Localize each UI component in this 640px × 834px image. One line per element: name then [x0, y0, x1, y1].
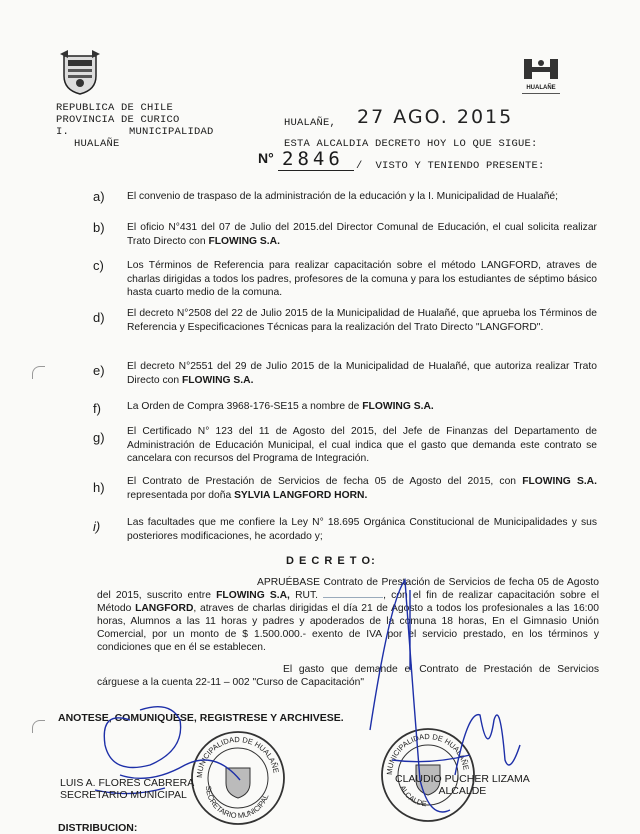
decreto-paragraph-2: El gasto que demande el Contrato de Prestación de Servicios cárguese a la cuenta 22-11 – 002 "Curso de Capacitación" — [97, 664, 599, 688]
institution-header — [56, 102, 214, 150]
item-letter: f) — [93, 401, 101, 416]
item-text: El Certificado N° 123 del 11 de Agosto del 2015, del Jefe de Finanzas del Departamento de Administración de Educación Municipal, el cual indica que el gasto que demanda este contrato se cancelara con recursos del Programa de Integración. — [127, 426, 597, 464]
mayor-name: CLAUDIO PUCHER LIZAMA — [395, 773, 530, 785]
mayor-signature-block — [395, 773, 530, 797]
decree-intro: ESTA ALCALDIA DECRETO HOY LO QUE SIGUE: — [284, 138, 538, 150]
decree-number-mark: N° — [258, 150, 274, 166]
muni-prefix: I. — [56, 126, 70, 138]
date-stamp: 27 AGO. 2015 — [357, 106, 514, 128]
muni-name: HUALAÑE — [74, 138, 120, 150]
distribucion-label: DISTRIBUCION: — [58, 822, 138, 834]
logo-text: HUALAÑE — [526, 85, 556, 91]
country-label: REPUBLICA DE CHILE — [56, 102, 174, 114]
item-text: La Orden de Compra 3968-176-SE15 a nombre de FLOWING S.A. — [127, 401, 434, 412]
muni-word: MUNICIPALIDAD — [129, 126, 214, 138]
mayor-title: ALCALDE — [438, 785, 487, 797]
decree-number-underline — [278, 170, 354, 171]
item-text: El decreto N°2508 del 22 de Julio 2015 de la Municipalidad de Hualañé, que aprueba los Términos de Referencia y Especificaciones Técnicas para la realización del Trato Directo "LANGFORD". — [127, 308, 597, 333]
visto-line: / VISTO Y TENIENDO PRESENTE: — [356, 160, 545, 172]
item-text: El Contrato de Prestación de Servicios de fecha 05 de Agosto del 2015, con FLOWING S.A. representada por doña SYLVIA LANGFORD HORN. — [127, 476, 597, 501]
decreto-title: D E C R E T O: — [286, 555, 376, 567]
secretary-signature-block — [60, 777, 194, 801]
visto-text: VISTO Y TENIENDO PRESENTE: — [375, 160, 545, 172]
item-letter: c) — [93, 258, 104, 273]
closing-line: ANOTESE, COMUNIQUESE, REGISTRESE Y ARCHIVESE. — [58, 712, 344, 724]
item-text: El decreto N°2551 del 29 de Julio 2015 de la Municipalidad de Hualañé, que autoriza realizar Trato Directo con FLOWING S.A. — [127, 361, 597, 386]
item-text: Las facultades que me confiere la Ley N° 18.695 Orgánica Constitucional de Municipalidades y sus posteriores modificaciones, he acordado y; — [127, 517, 597, 542]
secretary-title: SECRETARIO MUNICIPAL — [60, 789, 187, 801]
item-letter: d) — [93, 310, 105, 325]
item-text: El oficio N°431 del 07 de Julio del 2015.del Director Comunal de Educación, el cual solicita realizar Trato Directo con FLOWING S.A. — [127, 222, 597, 247]
province-label: PROVINCIA DE CURICO — [56, 114, 180, 126]
decree-number: 2846 — [282, 148, 344, 170]
item-letter: h) — [93, 480, 105, 495]
right-stamp-bottom-text: ALCALDE — [398, 783, 428, 809]
item-letter: e) — [93, 363, 105, 378]
item-text: Los Términos de Referencia para realizar capacitación sobre el método LANGFORD, atraves de charlas dirigidas a todos los padres, profesores de la comuna y para los estudiantes de séptimo básico hasta cuarto medio de la comuna. — [127, 260, 597, 298]
item-letter: i) — [93, 519, 101, 534]
municipal-crest-icon — [58, 50, 102, 96]
secretary-name: LUIS A. FLORES CABRERA — [60, 777, 195, 789]
left-stamp-top-text: MUNICIPALIDAD DE HUALAÑE — [194, 734, 281, 779]
item-letter: a) — [93, 189, 105, 204]
item-letter: g) — [93, 430, 105, 445]
left-stamp-bottom-text: SECRETARIO MUNICIPAL — [203, 785, 271, 821]
hualane-logo — [519, 58, 563, 92]
right-stamp-top-text: MUNICIPALIDAD DE HUALAÑE — [384, 731, 471, 776]
item-letter: b) — [93, 220, 105, 235]
decreto-paragraph-1: APRUÉBASE Contrato de Prestación de Servicios de fecha 05 de Agosto del 2015, suscrito entre FLOWING S.A, RUT. , con el fin de realizar capacitación sobre el Método LANGFORD, atraves de charlas dirigidas el día 21 de Agosto a todos los profesionales a las 16:00 horas, Alumnos a las 11 horas y padres y apoderados de la comuna 18 horas, En el Gimnasio Unión Comercial, por un monto de $ 1.500.000.- exento de IVA por el servicio prestado, en los términos y condiciones que en él se establecen. — [97, 577, 599, 653]
margin-mark — [32, 720, 45, 733]
margin-mark — [32, 366, 45, 379]
item-text: El convenio de traspaso de la administración de la educación y la I. Municipalidad de Hualañé; — [127, 191, 559, 202]
place-label: HUALAÑE, — [284, 117, 337, 129]
